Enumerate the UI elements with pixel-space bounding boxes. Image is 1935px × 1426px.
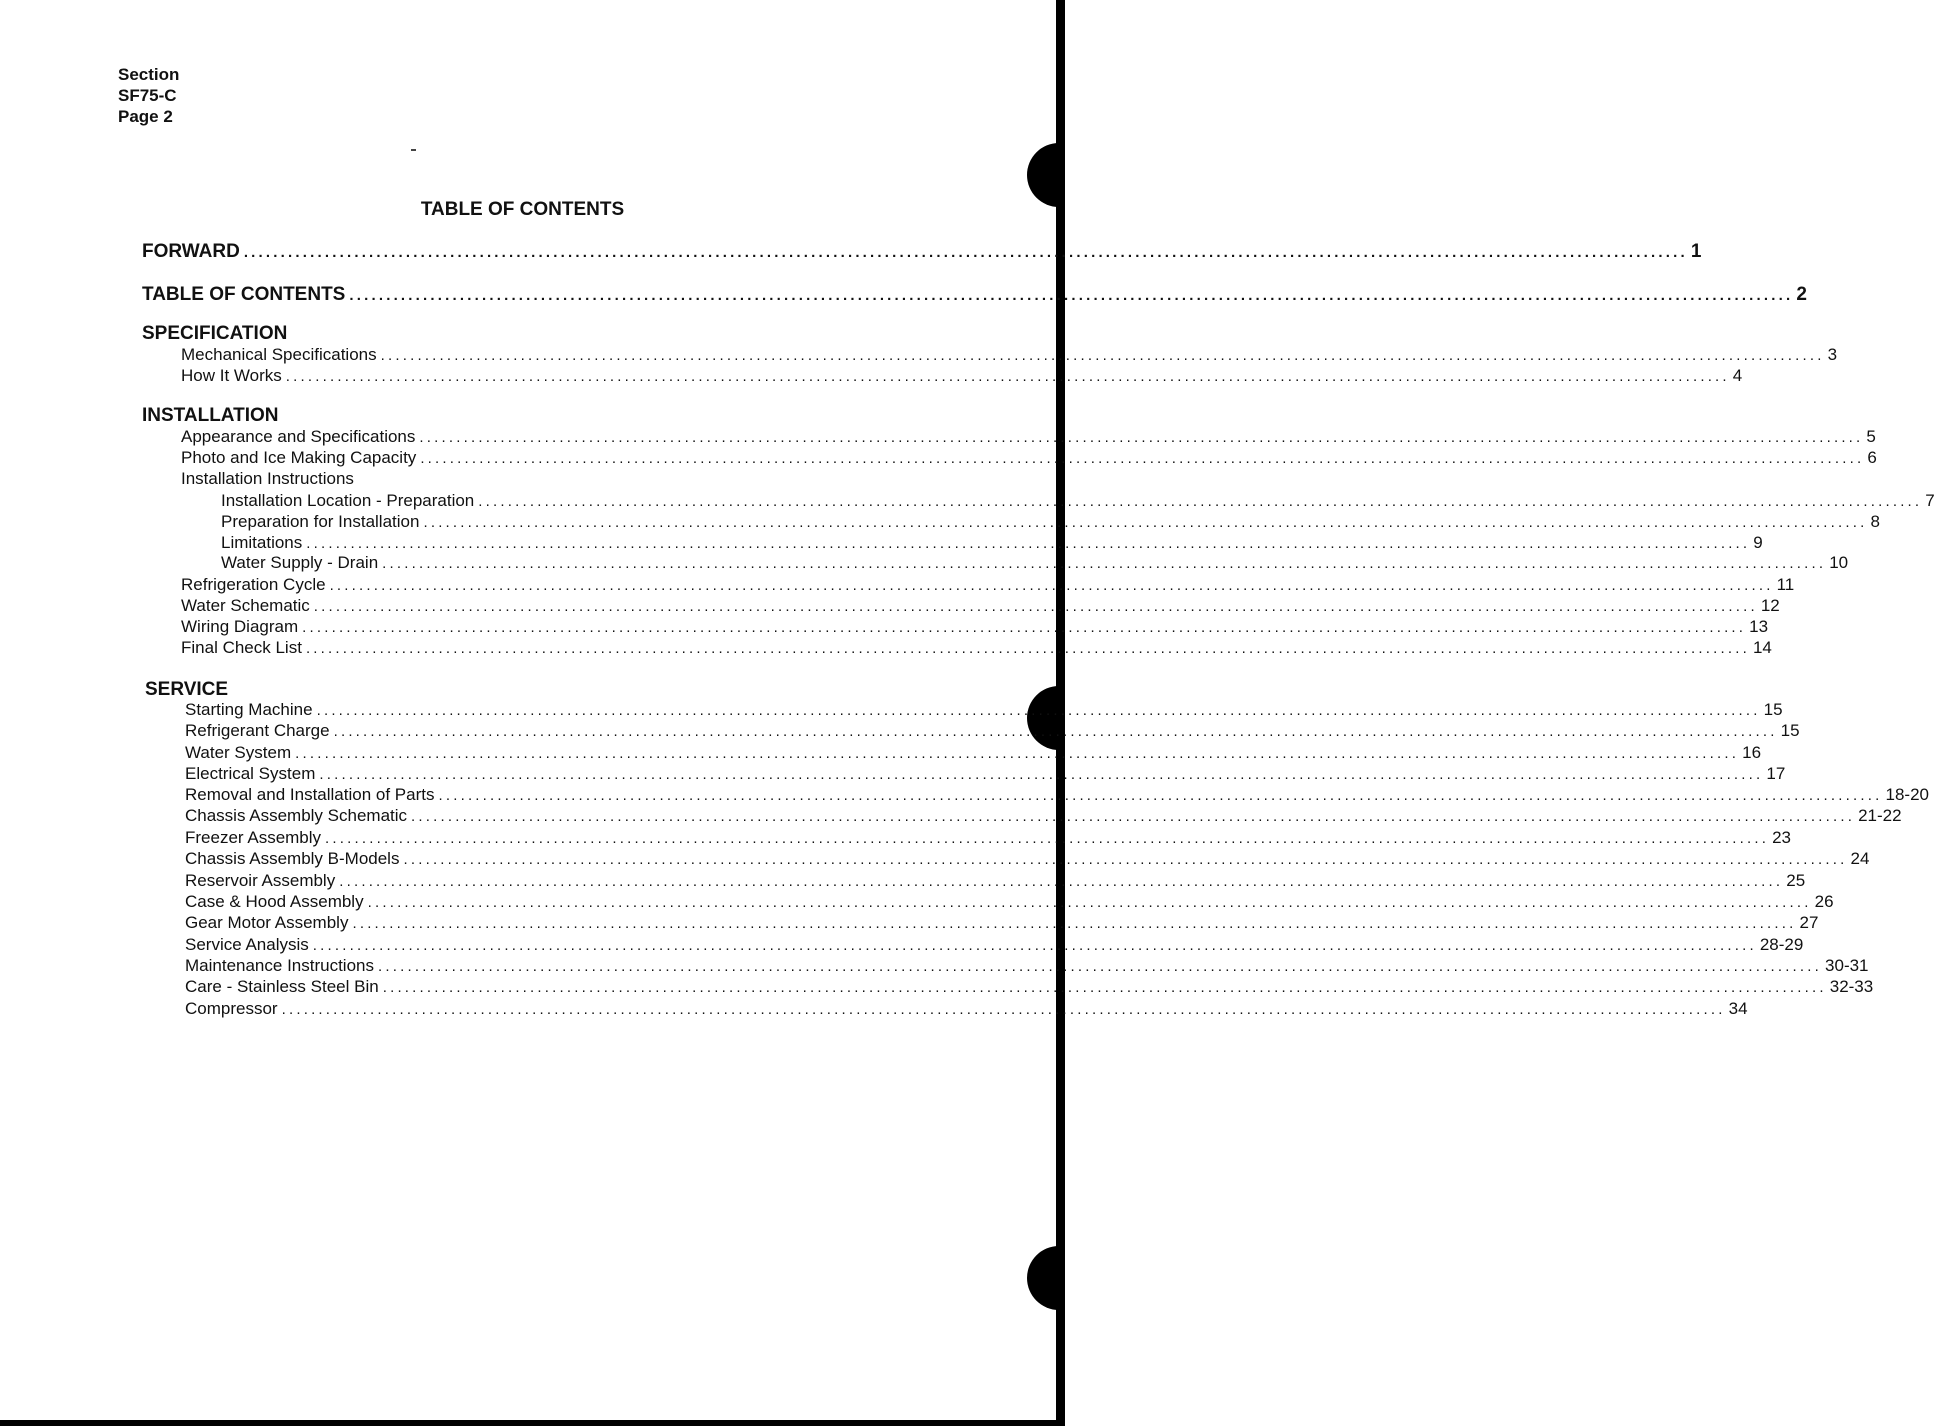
dot-leader: .................................................................................................................................................................................................... <box>316 702 1761 719</box>
toc-entry <box>181 366 1743 386</box>
toc-entry-page: 23 <box>1772 828 1791 847</box>
toc-entry-page: 8 <box>1870 512 1880 531</box>
toc-entry-label: Refrigeration Cycle <box>181 575 326 594</box>
dot-leader: .................................................................................................................................................................................................... <box>380 347 1825 364</box>
dot-leader: .................................................................................................................................................................................................... <box>478 493 1923 510</box>
header-page-number: Page 2 <box>118 107 173 126</box>
dot-leader: .................................................................................................................................................................................................... <box>285 368 1730 385</box>
toc-entry-label: Preparation for Installation <box>221 512 420 531</box>
toc-entry <box>185 806 1902 826</box>
toc-entry-label: Limitations <box>221 533 303 552</box>
toc-entry <box>185 721 1800 741</box>
toc-entry <box>185 849 1870 869</box>
dot-leader: .................................................................................................................................................................................................... <box>313 598 1758 615</box>
toc-entry <box>185 956 1869 976</box>
toc-entry-label: FORWARD <box>142 241 240 262</box>
header-section-code: SF75-C <box>118 86 177 105</box>
toc-entry-page: 24 <box>1850 849 1870 868</box>
toc-entry-label: Electrical System <box>185 764 316 783</box>
toc-entry <box>221 533 1763 553</box>
toc-entry-page: 32-33 <box>1829 977 1874 996</box>
dot-leader: .................................................................................................................................................................................................... <box>382 979 1827 996</box>
toc-entry <box>181 448 1877 468</box>
dot-leader: .................................................................................................................................................................................................... <box>306 535 1751 552</box>
toc-entry-page: 10 <box>1829 553 1849 572</box>
toc-entry-page: 25 <box>1786 871 1806 890</box>
dot-leader: .................................................................................................................................................................................................... <box>329 577 1774 594</box>
toc-entry <box>185 977 1874 997</box>
toc-entry-page: 17 <box>1766 764 1786 783</box>
toc-entry <box>181 345 1838 365</box>
dot-leader: .................................................................................................................................................................................................... <box>319 766 1764 783</box>
toc-entry <box>185 700 1783 720</box>
toc-entry <box>185 785 1929 805</box>
dot-leader: .................................................................................................................................................................................................... <box>339 873 1784 890</box>
dot-leader: .................................................................................................................................................................................................... <box>438 787 1883 804</box>
toc-entry <box>185 913 1819 933</box>
toc-entry-page: 2 <box>1796 284 1807 305</box>
toc-entry <box>181 575 1795 595</box>
toc-entry-page: 4 <box>1732 366 1743 385</box>
toc-entry-label: Installation Location - Preparation <box>221 491 475 510</box>
section-heading-specification: SPECIFICATION <box>142 323 288 344</box>
toc-entry-page: 15 <box>1763 700 1783 719</box>
section-heading-installation: INSTALLATION <box>142 405 279 426</box>
toc-entry-page: 3 <box>1827 345 1838 364</box>
toc-entry-page: 34 <box>1728 999 1748 1018</box>
dot-leader: .................................................................................................................................................................................................... <box>403 851 1848 868</box>
toc-entry-label: Starting Machine <box>185 700 313 719</box>
toc-subheading-installation-instructions <box>181 469 358 489</box>
toc-entry <box>181 427 1876 447</box>
section-heading-service: SERVICE <box>145 679 229 700</box>
toc-entry-label: Freezer Assembly <box>185 828 322 847</box>
toc-entry-label: Refrigerant Charge <box>185 721 330 740</box>
toc-entry-label: How It Works <box>181 366 282 385</box>
section-header <box>118 64 179 127</box>
dot-leader: .................................................................................................................................................................................................... <box>295 745 1740 762</box>
binder-hole-top <box>1027 143 1065 207</box>
toc-entry-label: Chassis Assembly B-Models <box>185 849 400 868</box>
toc-entry-page: 18-20 <box>1885 785 1929 804</box>
toc-entry-label: Mechanical Specifications <box>181 345 377 364</box>
dot-leader: .................................................................................................................................................................................................... <box>325 830 1770 847</box>
dot-leader: .................................................................................................................................................................................................... <box>367 894 1812 911</box>
toc-entry <box>221 491 1935 511</box>
toc-entry <box>181 617 1769 637</box>
toc-entry-label: Maintenance Instructions <box>185 956 374 975</box>
page-title: TABLE OF CONTENTS <box>420 199 625 220</box>
dot-leader: .................................................................................................................................................................................................... <box>281 1001 1726 1018</box>
toc-entry-label: Gear Motor Assembly <box>185 913 349 932</box>
page-edge-bottom <box>0 1420 1065 1426</box>
dot-leader: .................................................................................................................................................................................................... <box>423 514 1868 531</box>
dot-leader: .................................................................................................................................................................................................... <box>420 450 1865 467</box>
dot-leader: .................................................................................................................................................................................................... <box>419 429 1864 446</box>
toc-entry-label: Wiring Diagram <box>181 617 299 636</box>
dot-leader: .................................................................................................................................................................................................... <box>243 244 1688 261</box>
toc-entry-forward <box>142 241 1702 263</box>
toc-entry-label: Water Schematic <box>181 596 310 615</box>
toc-entry-page: 16 <box>1742 743 1762 762</box>
toc-entry <box>221 512 1880 532</box>
toc-entry-label: TABLE OF CONTENTS <box>142 284 346 305</box>
binder-hole-bottom <box>1027 1246 1065 1310</box>
toc-entry-label: Chassis Assembly Schematic <box>185 806 408 825</box>
dot-leader: .................................................................................................................................................................................................... <box>378 958 1823 975</box>
dot-leader: .................................................................................................................................................................................................... <box>352 915 1797 932</box>
toc-entry <box>185 828 1791 848</box>
dot-leader: .................................................................................................................................................................................................... <box>411 808 1856 825</box>
dot-leader: .................................................................................................................................................................................................... <box>302 619 1747 636</box>
toc-entry-label: Final Check List <box>181 638 302 657</box>
dot-leader: .................................................................................................................................................................................................... <box>382 555 1827 572</box>
toc-entry <box>185 764 1786 784</box>
toc-entry <box>185 892 1834 912</box>
toc-entry-page: 5 <box>1866 427 1876 446</box>
toc-entry-label: Reservoir Assembly <box>185 871 336 890</box>
toc-entry-label: Service Analysis <box>185 935 309 954</box>
toc-entry-label: Compressor <box>185 999 278 1018</box>
header-section-label: Section <box>118 65 180 84</box>
dot-leader: .................................................................................................................................................................................................... <box>349 287 1794 304</box>
scan-mark <box>411 149 416 151</box>
toc-entry-page: 11 <box>1776 575 1795 594</box>
dot-leader: .................................................................................................................................................................................................... <box>305 640 1750 657</box>
toc-entry-label: Installation Instructions <box>181 469 354 488</box>
toc-entry-page: 6 <box>1867 448 1877 467</box>
toc-entry-page: 1 <box>1690 241 1702 262</box>
toc-entry <box>185 935 1804 955</box>
toc-entry-page: 27 <box>1799 913 1819 932</box>
toc-entry-table-of-contents <box>142 284 1807 306</box>
toc-entry-label: Care - Stainless Steel Bin <box>185 977 379 996</box>
toc-entry <box>185 999 1748 1019</box>
toc-entry-label: Appearance and Specifications <box>181 427 416 446</box>
toc-entry <box>185 743 1762 763</box>
toc-entry-page: 12 <box>1760 596 1780 615</box>
toc-entry-label: Water System <box>185 743 292 762</box>
toc-entry-label: Water Supply - Drain <box>221 553 379 572</box>
toc-entry-page: 13 <box>1749 617 1769 636</box>
toc-entry <box>221 553 1849 573</box>
dot-leader: .................................................................................................................................................................................................... <box>333 723 1778 740</box>
toc-entry-page: 21-22 <box>1858 806 1902 825</box>
toc-entry-label: Removal and Installation of Parts <box>185 785 435 804</box>
toc-entry-page: 28-29 <box>1759 935 1804 954</box>
toc-entry-page: 7 <box>1925 491 1935 510</box>
toc-entry-page: 30-31 <box>1825 956 1869 975</box>
toc-entry-page: 15 <box>1780 721 1800 740</box>
toc-entry <box>181 638 1772 658</box>
toc-entry <box>181 596 1780 616</box>
dot-leader: .................................................................................................................................................................................................... <box>312 937 1757 954</box>
toc-entry-label: Case & Hood Assembly <box>185 892 364 911</box>
toc-entry-page: 26 <box>1814 892 1834 911</box>
toc-entry <box>185 871 1806 891</box>
toc-entry-page: 14 <box>1752 638 1772 657</box>
toc-entry-label: Photo and Ice Making Capacity <box>181 448 417 467</box>
toc-entry-page: 9 <box>1753 533 1763 552</box>
